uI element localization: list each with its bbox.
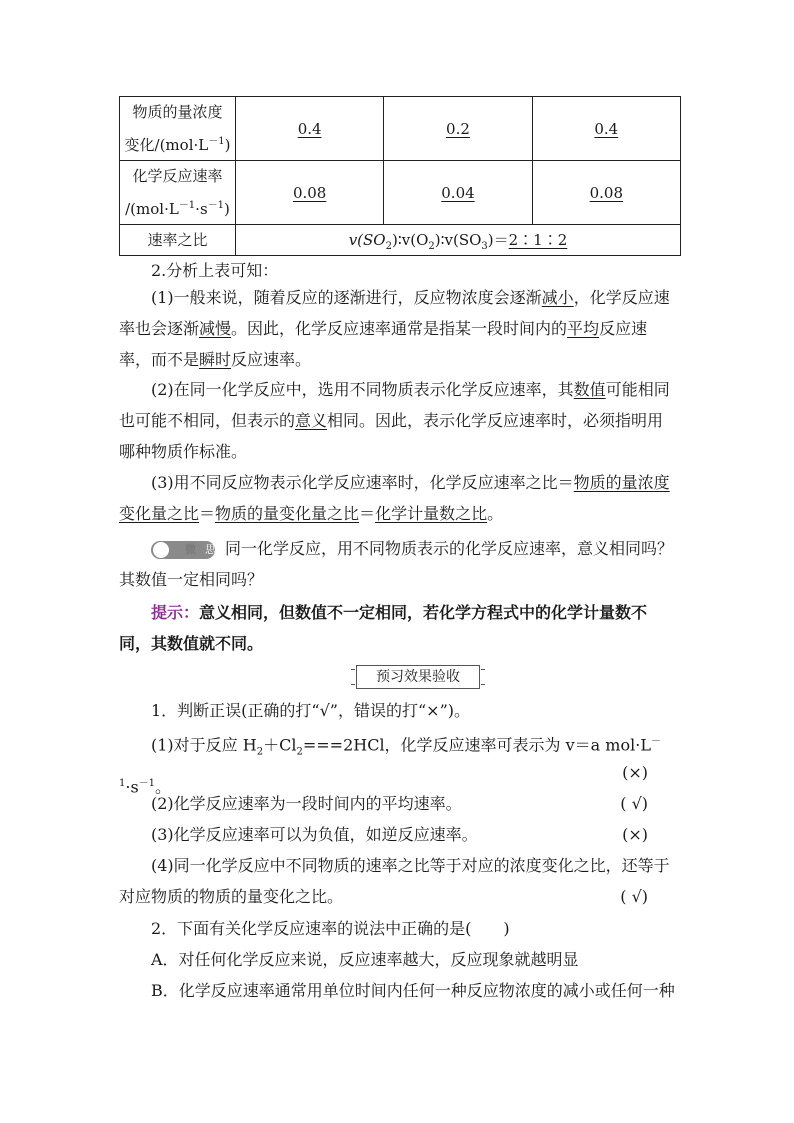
- table-cell: 0.4: [236, 97, 384, 161]
- section-banner: 预习效果验收: [356, 665, 480, 689]
- analysis-paragraph-3: (3)用不同反应物表示化学反应速率时，化学反应速率之比＝物质的量浓度变化量之比＝物质的量变化量之比＝化学计量数之比。: [119, 473, 670, 523]
- table-row: [120, 97, 681, 161]
- ratio-cell: $v(SO_2)∶v(O_2)∶v(SO_3)=2∶1∶2$: [236, 225, 681, 256]
- question-2-option-b: B．化学反应速率通常用单位时间内任何一种反应物浓度的减小或任何一种: [151, 981, 675, 1000]
- table-cell: 0.2: [384, 97, 532, 161]
- answer-mark: ( √): [620, 887, 648, 906]
- analysis-heading: 2.分析上表可知：: [151, 261, 279, 280]
- answer-mark: (×): [622, 763, 648, 782]
- question-1-item: (2)化学反应速率为一段时间内的平均速率。: [151, 794, 462, 813]
- think-badge-icon: 微 思考: [151, 541, 215, 559]
- answer-mark: (×): [622, 825, 648, 844]
- question-2-stem: 2．下面有关化学反应速率的说法中正确的是( ): [151, 919, 510, 938]
- table-cell: 0.4: [532, 97, 680, 161]
- analysis-paragraph-2: (2)在同一化学反应中，选用不同物质表示化学反应速率，其数值可能相同也可能不相同，但表示的意义相同。因此，表示化学反应速率时，必须指明用哪种物质作标准。: [119, 380, 670, 461]
- question-1-stem: 1．判断正误(正确的打“√”，错误的打“×”)。: [151, 701, 470, 720]
- table-row: [120, 161, 681, 225]
- think-hint: 提示：意义相同，但数值不一定相同，若化学方程式中的化学计量数不同，其数值就不同。: [119, 603, 648, 653]
- question-1-item: (1)对于反应 $H_2+Cl_2===2HCl$，化学反应速率可表示为 v＝a $mol\cdot L^{-1}\cdot s^{-1}$。: [119, 735, 661, 796]
- table-cell: 0.04: [384, 161, 532, 225]
- table-cell: 0.08: [236, 161, 384, 225]
- think-question: 微 思考 同一化学反应，用不同物质表示的化学反应速率，意义相同吗？其数值一定相同吗？: [119, 539, 674, 589]
- question-2-option-a: A．对任何化学反应来说，反应速率越大，反应现象就越明显: [151, 950, 579, 969]
- row-header: 化学反应速率 $/(mol\cdot L^{-1}\cdot s^{-1})$: [120, 161, 236, 225]
- table-row: [120, 225, 681, 256]
- question-1-item: (3)化学反应速率可以为负值，如逆反应速率。: [151, 825, 478, 844]
- reaction-rate-table: [119, 96, 681, 256]
- analysis-paragraph-1: (1)一般来说，随着反应的逐渐进行，反应物浓度会逐渐减小，化学反应速率也会逐渐减慢。因此，化学反应速率通常是指某一段时间内的平均反应速率，而不是瞬时反应速率。: [119, 288, 670, 369]
- row-header: 物质的量浓度 变化$/(mol\cdot L^{-1})$: [120, 97, 236, 161]
- answer-mark: ( √): [620, 794, 648, 813]
- row-header: 速率之比: [120, 225, 236, 256]
- question-1-item: (4)同一化学反应中不同物质的速率之比等于对应的浓度变化之比，还等于对应物质的物质的量变化之比。: [119, 856, 670, 906]
- table-cell: 0.08: [532, 161, 680, 225]
